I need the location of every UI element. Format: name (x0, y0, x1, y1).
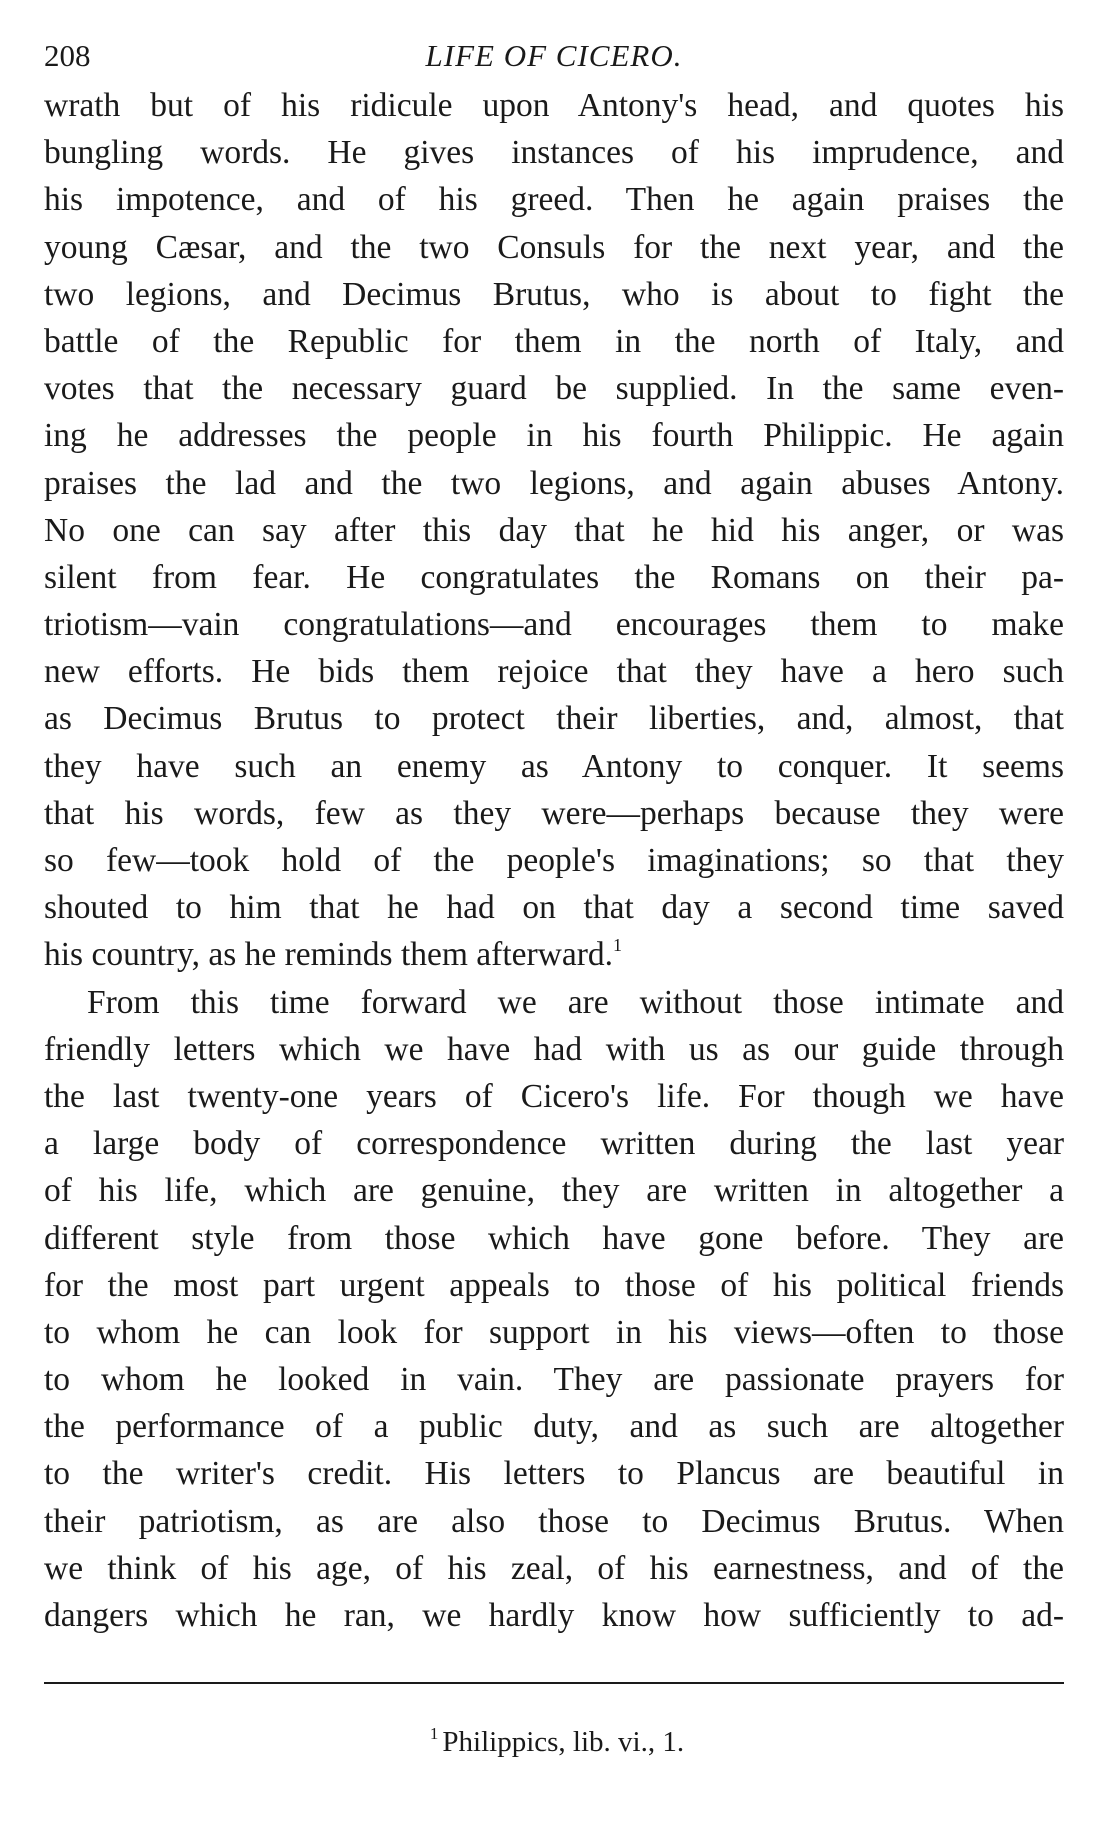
footnote-mark: 1 (429, 1724, 439, 1743)
text-line: for the most part urgent appeals to those of his political friends (44, 1266, 1064, 1304)
text-line: ing he addresses the people in his fourth Philippic. He again (44, 417, 1064, 455)
text-line: his country, as he reminds them afterward. (44, 936, 614, 974)
footnote-reference: 1 (613, 935, 623, 956)
text-line: they have such an enemy as Antony to conquer. It seems (44, 747, 1064, 785)
text-line: a large body of correspondence written during the last year (44, 1125, 1064, 1163)
text-line: the performance of a public duty, and as such are altogether (44, 1408, 1064, 1446)
text-line: silent from fear. He congratulates the Romans on their pa- (44, 558, 1064, 596)
page-number: 208 (44, 38, 91, 73)
text-line: triotism—vain congratulations—and encourages them to make (44, 606, 1064, 644)
text-line: as Decimus Brutus to protect their liberties, and, almost, that (44, 700, 1064, 738)
text-line: new efforts. He bids them rejoice that they have a hero such (44, 653, 1064, 691)
text-line: two legions, and Decimus Brutus, who is about to fight the (44, 275, 1064, 313)
text-line: his impotence, and of his greed. Then he again praises the (44, 181, 1064, 219)
text-line: to whom he looked in vain. They are passionate prayers for (44, 1361, 1064, 1399)
page-header (44, 30, 1064, 82)
text-line: different style from those which have gone before. They are (44, 1219, 1064, 1257)
text-line: No one can say after this day that he hid his anger, or was (44, 511, 1064, 549)
text-line: young Cæsar, and the two Consuls for the next year, and the (44, 228, 1064, 266)
text-line: votes that the necessary guard be supplied. In the same even- (44, 370, 1064, 408)
text-line: that his words, few as they were—perhaps because they were (44, 794, 1064, 832)
text-line: battle of the Republic for them in the north of Italy, and (44, 322, 1064, 360)
text-line: the last twenty-one years of Cicero's life. For though we have (44, 1077, 1064, 1115)
text-line: we think of his age, of his zeal, of his earnestness, and of the (44, 1549, 1064, 1587)
text-line: From this time forward we are without those intimate and (87, 983, 1064, 1021)
footnote-rule (44, 1682, 1064, 1684)
text-line: their patriotism, as are also those to Decimus Brutus. When (44, 1502, 1064, 1540)
footnote (0, 1722, 1114, 1762)
footnote-text: Philippics, lib. vi., 1. (442, 1726, 685, 1758)
running-title: LIFE OF CICERO. (425, 38, 683, 73)
text-line: wrath but of his ridicule upon Antony's head, and quotes his (44, 87, 1064, 124)
paragraph-1 (44, 82, 1064, 979)
body-text (44, 82, 1064, 1639)
text-line: friendly letters which we have had with us as our guide through (44, 1030, 1064, 1068)
text-line: so few—took hold of the people's imaginations; so that they (44, 842, 1064, 879)
text-line: of his life, which are genuine, they are written in altogether a (44, 1172, 1064, 1210)
book-page (44, 30, 1064, 1639)
text-line: dangers which he ran, we hardly know how sufficiently to ad- (44, 1597, 1064, 1634)
paragraph-2 (44, 979, 1064, 1640)
text-line: to whom he can look for support in his views—often to those (44, 1313, 1064, 1351)
text-line-last (44, 931, 1064, 978)
text-line: shouted to him that he had on that day a second time saved (44, 889, 1064, 927)
text-line: bungling words. He gives instances of his imprudence, and (44, 134, 1064, 172)
text-line: to the writer's credit. His letters to Plancus are beautiful in (44, 1455, 1064, 1493)
text-line: praises the lad and the two legions, and again abuses Antony. (44, 464, 1064, 502)
